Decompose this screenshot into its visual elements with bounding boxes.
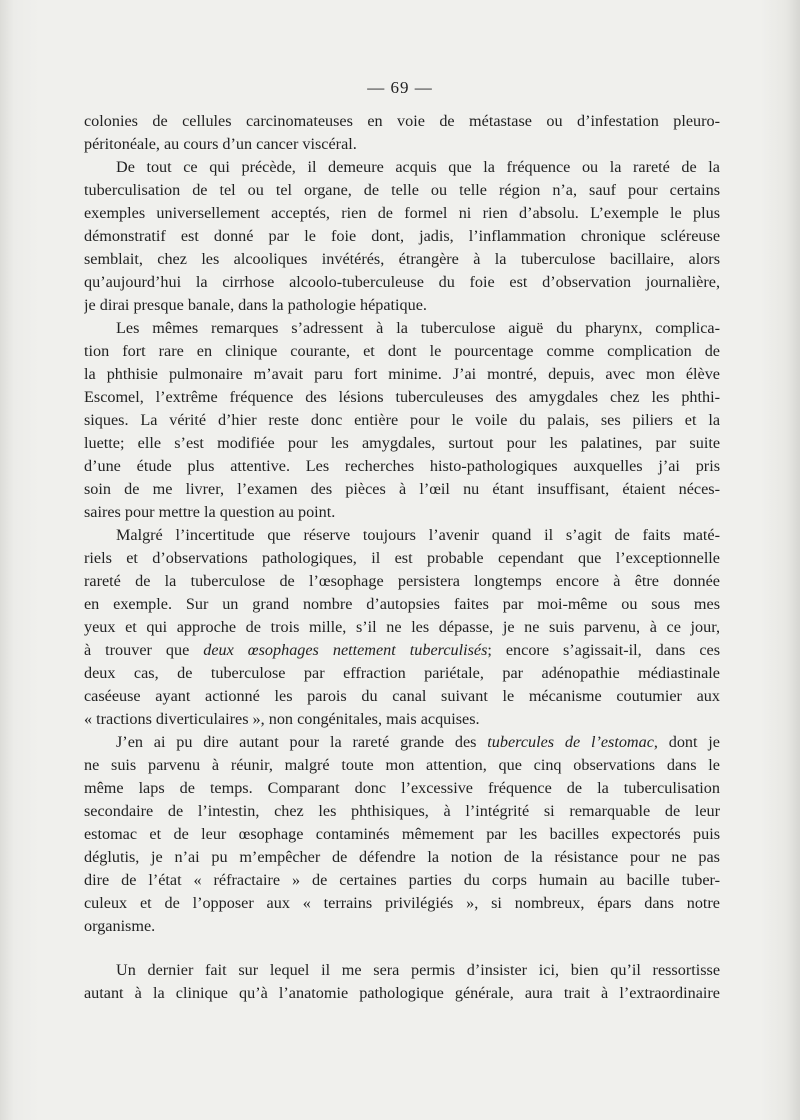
paragraph [84,731,720,938]
text-line: autant à la clinique qu’à l’anatomie pathologique générale, aura trait à l’extraordinaire [84,984,720,1002]
text-line: Un dernier fait sur lequel il me sera permis d’insister ici, bien qu’il ressortisse [116,961,720,979]
text-line: péritonéale, au cours d’un cancer viscéral. [84,135,357,153]
text-line: tion fort rare en clinique courante, et dont le pourcentage comme complication de [84,342,720,360]
text-line: Escomel, l’extrême fréquence des lésions tuberculeuses des amygdales chez les phthi- [84,388,720,406]
text-line: déglutis, je n’ai pu m’empêcher de défendre la notion de la résistance pour ne pas [84,848,720,866]
text-line: tuberculisation de tel ou tel organe, de telle ou telle région n’a, sauf pour certains [84,181,720,199]
page-number: — 69 — [367,78,433,97]
text-line: De tout ce qui précède, il demeure acquis que la fréquence ou la rareté de la [116,158,720,176]
text-line: en exemple. Sur un grand nombre d’autopsies faites par moi-même ou sous mes [84,595,720,613]
paragraph-gap [84,938,720,959]
text-line: saires pour mettre la question au point. [84,503,336,521]
text-line: rareté de la tuberculose de l’œsophage persistera longtemps encore à être donnée [84,572,720,590]
text-line: démonstratif est donné par le foie dont, jadis, l’inflammation chronique scléreuse [84,227,720,245]
text-line: la phthisie pulmonaire m’avait paru fort minime. J’ai montré, depuis, avec mon élève [84,365,720,383]
text-line: ne suis parvenu à réunir, malgré toute mon attention, que cinq observations dans le [84,756,720,774]
text-line: Les mêmes remarques s’adressent à la tuberculose aiguë du pharynx, complica- [116,319,720,337]
text-line: dire de l’état « réfractaire » de certaines parties du corps humain au bacille tuber- [84,871,720,889]
paragraph [84,317,720,524]
text-line: siques. La vérité d’hier reste donc entière pour le voile du palais, ses piliers et la [84,411,720,429]
text-line: d’une étude plus attentive. Les recherches histo-pathologiques auxquelles j’ai pris [84,457,720,475]
paragraph [84,156,720,317]
text-line: même laps de temps. Comparant donc l’excessive fréquence de la tuberculisation [84,779,720,797]
text-line: luette; elle s’est modifiée pour les amygdales, surtout pour les palatines, par suite [84,434,720,452]
text-line: deux cas, de tuberculose par effraction pariétale, par adénopathie médiastinale [84,664,720,682]
text-line: organisme. [84,917,156,935]
text-line: J’en ai pu dire autant pour la rareté grande des tubercules de l’estomac, dont je [116,733,720,751]
text-line: yeux et qui approche de trois mille, s’il ne les dépasse, je ne suis parvenu, à ce jour, [84,618,720,636]
text-line: Malgré l’incertitude que réserve toujours l’avenir quand il s’agit de faits maté- [116,526,720,544]
text-line: « tractions diverticulaires », non congénitales, mais acquises. [84,710,480,728]
text-line: secondaire de l’intestin, chez les phthisiques, à l’intégrité si remarquable de leur [84,802,720,820]
text-line: qu’aujourd’hui la cirrhose alcoolo-tuberculeuse du foie est d’observation journalière, [84,273,720,291]
text-line: exemples universellement acceptés, rien de formel ni rien d’absolu. L’exemple le plus [84,204,720,222]
body-text [84,110,720,1005]
text-line: je dirai presque banale, dans la pathologie hépatique. [84,296,427,314]
text-line: caséeuse ayant actionné les parois du canal suivant le mécanisme coutumier aux [84,687,720,705]
text-line: colonies de cellules carcinomateuses en voie de métastase ou d’infestation pleuro- [84,112,720,130]
paragraph [84,524,720,731]
text-line: semblait, chez les alcooliques invétérés, étrangère à la tuberculose bacillaire, alors [84,250,720,268]
text-line: estomac et de leur œsophage contaminés mêmement par les bacilles expectorés puis [84,825,720,843]
text-line: riels et d’observations pathologiques, il est probable cependant que l’exceptionnelle [84,549,720,567]
text-line: à trouver que deux œsophages nettement tuberculisés; encore s’agissait-il, dans ces [84,641,720,659]
paragraph [84,959,720,1005]
text-line: culeux et de l’opposer aux « terrains privilégiés », si nombreux, épars dans notre [84,894,720,912]
paragraph [84,110,720,156]
text-line: soin de me livrer, l’examen des pièces à l’œil nu étant insuffisant, étaient néces- [84,480,720,498]
